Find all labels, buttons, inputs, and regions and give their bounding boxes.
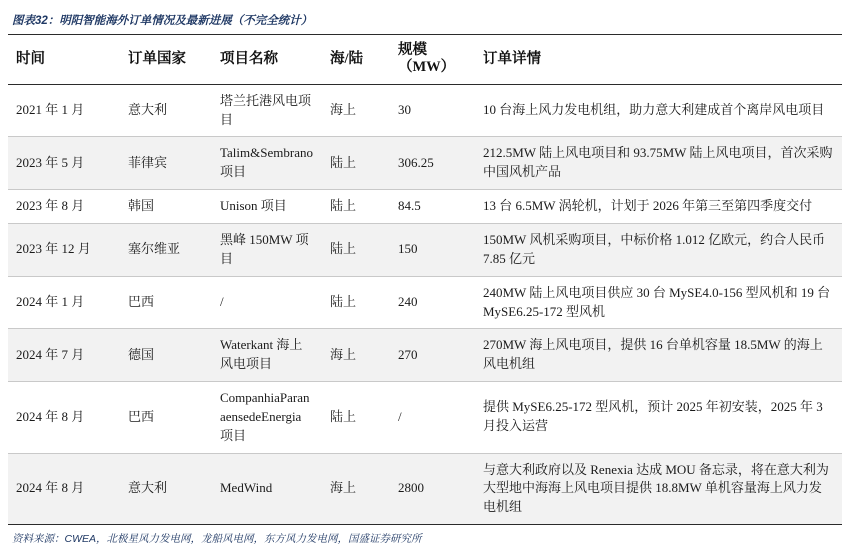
cell-type: 海上 bbox=[322, 453, 390, 525]
cell-time: 2024 年 7 月 bbox=[8, 329, 120, 382]
table-header bbox=[8, 35, 842, 85]
cell-scale: 30 bbox=[390, 84, 475, 137]
table-row bbox=[8, 276, 842, 329]
table-row bbox=[8, 137, 842, 190]
cell-time: 2023 年 5 月 bbox=[8, 137, 120, 190]
cell-scale: 2800 bbox=[390, 453, 475, 525]
cell-type: 陆上 bbox=[322, 276, 390, 329]
column-header-scale-line1: 规模 bbox=[398, 42, 427, 58]
column-header-country: 订单国家 bbox=[120, 35, 212, 85]
cell-country: 巴西 bbox=[120, 382, 212, 454]
cell-detail: 提供 MySE6.25-172 型风机，预计 2025 年初安装，2025 年 3 月投入运营 bbox=[475, 382, 842, 454]
orders-table bbox=[8, 34, 842, 525]
cell-scale: 306.25 bbox=[390, 137, 475, 190]
cell-scale: 240 bbox=[390, 276, 475, 329]
cell-time: 2023 年 8 月 bbox=[8, 190, 120, 224]
cell-project: MedWind bbox=[212, 453, 322, 525]
cell-detail: 240MW 陆上风电项目供应 30 台 MySE4.0-156 型风机和 19 台 MySE6.25-172 型风机 bbox=[475, 276, 842, 329]
cell-time: 2024 年 8 月 bbox=[8, 382, 120, 454]
cell-country: 巴西 bbox=[120, 276, 212, 329]
cell-time: 2024 年 1 月 bbox=[8, 276, 120, 329]
table-row bbox=[8, 224, 842, 277]
column-header-detail: 订单详情 bbox=[475, 35, 842, 85]
cell-time: 2024 年 8 月 bbox=[8, 453, 120, 525]
cell-detail: 270MW 海上风电项目，提供 16 台单机容量 18.5MW 的海上风电机组 bbox=[475, 329, 842, 382]
column-header-time: 时间 bbox=[8, 35, 120, 85]
cell-project: Talim&Sembrano 项目 bbox=[212, 137, 322, 190]
cell-project: / bbox=[212, 276, 322, 329]
cell-country: 韩国 bbox=[120, 190, 212, 224]
table-body bbox=[8, 84, 842, 524]
source-note: 资料来源：CWEA，北极星风力发电网，龙船风电网，东方风力发电网，国盛证券研究所 bbox=[12, 533, 422, 546]
cell-type: 陆上 bbox=[322, 382, 390, 454]
table-row bbox=[8, 329, 842, 382]
cell-country: 德国 bbox=[120, 329, 212, 382]
cell-type: 海上 bbox=[322, 84, 390, 137]
cell-detail: 212.5MW 陆上风电项目和 93.75MW 陆上风电项目，首次采购中国风机产品 bbox=[475, 137, 842, 190]
cell-time: 2023 年 12 月 bbox=[8, 224, 120, 277]
figure-caption: 图表32：明阳智能海外订单情况及最新进展（不完全统计） bbox=[12, 15, 313, 27]
cell-detail: 150MW 风机采购项目，中标价格 1.012 亿欧元，约合人民币 7.85 亿元 bbox=[475, 224, 842, 277]
cell-project: 黑峰 150MW 项目 bbox=[212, 224, 322, 277]
cell-project: 塔兰托港风电项目 bbox=[212, 84, 322, 137]
table-row bbox=[8, 453, 842, 525]
cell-scale: / bbox=[390, 382, 475, 454]
column-header-scale bbox=[390, 35, 475, 85]
cell-country: 菲律宾 bbox=[120, 137, 212, 190]
cell-country: 塞尔维亚 bbox=[120, 224, 212, 277]
cell-detail: 13 台 6.5MW 涡轮机，计划于 2026 年第三至第四季度交付 bbox=[475, 190, 842, 224]
cell-type: 陆上 bbox=[322, 224, 390, 277]
cell-country: 意大利 bbox=[120, 84, 212, 137]
cell-detail: 10 台海上风力发电机组，助力意大利建成首个离岸风电项目 bbox=[475, 84, 842, 137]
cell-project: CompanhiaParanaensedeEnergia 项目 bbox=[212, 382, 322, 454]
column-header-project: 项目名称 bbox=[212, 35, 322, 85]
cell-type: 陆上 bbox=[322, 137, 390, 190]
cell-country: 意大利 bbox=[120, 453, 212, 525]
table-header-row bbox=[8, 35, 842, 85]
table-row bbox=[8, 382, 842, 454]
cell-scale: 84.5 bbox=[390, 190, 475, 224]
column-header-scale-line2: （MW） bbox=[398, 59, 456, 76]
table-row bbox=[8, 84, 842, 137]
cell-project: Waterkant 海上风电项目 bbox=[212, 329, 322, 382]
cell-time: 2021 年 1 月 bbox=[8, 84, 120, 137]
cell-scale: 270 bbox=[390, 329, 475, 382]
table-row bbox=[8, 190, 842, 224]
cell-project: Unison 项目 bbox=[212, 190, 322, 224]
cell-scale: 150 bbox=[390, 224, 475, 277]
column-header-type: 海/陆 bbox=[322, 35, 390, 85]
cell-detail: 与意大利政府以及 Renexia 达成 MOU 备忘录，将在意大利为大型地中海海上风电项目提供 18.8MW 单机容量海上风力发电机组 bbox=[475, 453, 842, 525]
cell-type: 海上 bbox=[322, 329, 390, 382]
cell-type: 陆上 bbox=[322, 190, 390, 224]
